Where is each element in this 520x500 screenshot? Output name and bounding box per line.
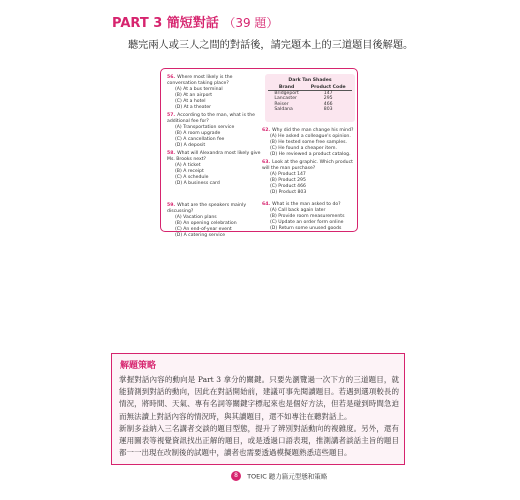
question-item [167,75,261,111]
table-row [268,107,351,112]
question-text: Look at the graphic. Which product will the man purchase? [262,160,353,171]
question-text: Why did the man change his mind? [272,128,354,133]
footer-text: TOEIC 聽力篇元型態和策略 [247,472,328,481]
page-footer [231,471,327,481]
code-cell: 803 [323,107,333,113]
answer-option: (A) He asked a colleague's opinion. [270,134,351,139]
part-title [112,12,278,31]
answer-option: (D) He reviewed a product catalog. [270,152,351,157]
question-item [167,203,261,239]
strategy-paragraph: 新制多益納入三名講者交談的題目型態，提升了辨別對話動向的複雜度。另外，還有運用圖表等視覺資訊找出正解的題目，或是透過口語表現，推測講者談話主旨的題目都一一出現在改制後的試題中，讀者也需要透過模擬題熟悉這些題目。 [119,423,399,458]
answer-option: (A) Call back again later [270,208,326,213]
answer-option: (B) Provide room measurements [270,214,345,219]
answer-option: (B) A room upgrade [175,131,221,136]
questions-left-column [167,75,261,241]
question-stem [167,203,261,215]
strategy-text [119,374,399,459]
question-text: Where most likely is the conversation taking place? [167,75,233,86]
answer-option: (D) At a theater [175,105,212,110]
question-item [167,151,261,201]
question-item [262,202,354,232]
question-text: What will Alexandra most likely give Ms. Brooks next? [167,151,261,162]
page-number-badge: 8 [231,471,241,481]
table-header-brand: Brand [268,85,304,91]
question-item [167,113,261,149]
part-label: PART 3 [112,16,163,31]
question-number: 56. [167,75,176,80]
question-stem [167,151,261,163]
answer-option: (B) A receipt [175,169,204,174]
answer-option: (A) Transportation service [175,125,235,130]
brand-cell: Saldana [274,107,293,113]
answer-option: (C) Product 466 [270,184,306,189]
question-stem [167,113,261,125]
code-cell: 466 [323,101,333,107]
answer-option: (D) A business card [175,181,220,186]
code-cell: 295 [323,96,333,102]
product-table [265,74,355,122]
answer-option: (A) A ticket [175,163,201,168]
question-text: What is the man asked to do? [272,202,341,207]
strategy-title: 解題策略 [120,361,157,371]
answer-option: (A) Product 147 [270,172,306,177]
question-number: 64. [262,202,271,207]
code-cell: 147 [323,91,333,96]
question-text: According to the man, what is the additional fee for? [167,113,255,124]
question-number: 58. [167,151,176,156]
table-header-code: Product Code [305,85,352,91]
question-stem [262,160,354,172]
question-number: 62. [262,128,271,133]
question-item [262,160,354,200]
answer-option: (D) Return some unused goods [270,226,342,231]
part-name: 簡短對話 [166,16,219,31]
answer-option: (C) Update an order form online [270,220,344,225]
answer-option: (B) Product 295 [270,178,306,183]
question-item [262,128,354,158]
instruction-text: 聽完兩人或三人之間的對話後，請完題本上的三道題目後解題。 [128,40,414,51]
product-table-grid [268,85,351,113]
answer-option: (C) He found a cheaper item. [270,146,337,151]
question-stem [167,75,261,87]
answer-option: (B) He tested some free samples. [270,140,347,145]
questions-right-column [262,128,354,234]
question-number: 63. [262,160,271,165]
answer-option: (C) A cancellation fee [175,137,225,142]
answer-option: (B) An opening celebration [175,221,237,226]
product-table-title: Dark Tan Shades [288,78,332,83]
answer-option: (C) At a hotel [175,99,206,104]
strategy-paragraph: 掌握對話內容的動向是 Part 3 拿分的關鍵。只要先瀏覽過一次下方的三道題目，就能猜測到對話的動向，因此在對話開始前，建議可事先閱讀題目。若遇到選項較長的情況，將時間、天氣、專有名詞等關鍵字標起來也是個好方法，但若是碰到時間急迫而無法讀上對話內容的情況時，與其讀題目，還不如專注在聽對話上。 [119,375,399,421]
answer-option: (A) At a bus terminal [175,87,223,92]
question-text: What are the speakers mainly discussing? [167,203,247,214]
answer-option: (C) A schedule [175,175,209,180]
answer-option: (B) At an airport [175,93,213,98]
answer-option: (A) Vacation plans [175,215,217,220]
question-count: （39 題） [223,16,279,30]
answer-option: (C) An end-of-year event [175,227,232,232]
answer-option: (D) A catering service [175,233,226,238]
answer-option: (D) Product 803 [270,190,307,195]
question-number: 59. [167,203,176,208]
answer-option: (D) A deposit [175,143,206,148]
brand-cell: Lancaster [274,96,297,102]
brand-cell: Reiser [274,101,289,107]
brand-cell: Bridgeport [274,91,299,96]
question-number: 57. [167,113,176,118]
